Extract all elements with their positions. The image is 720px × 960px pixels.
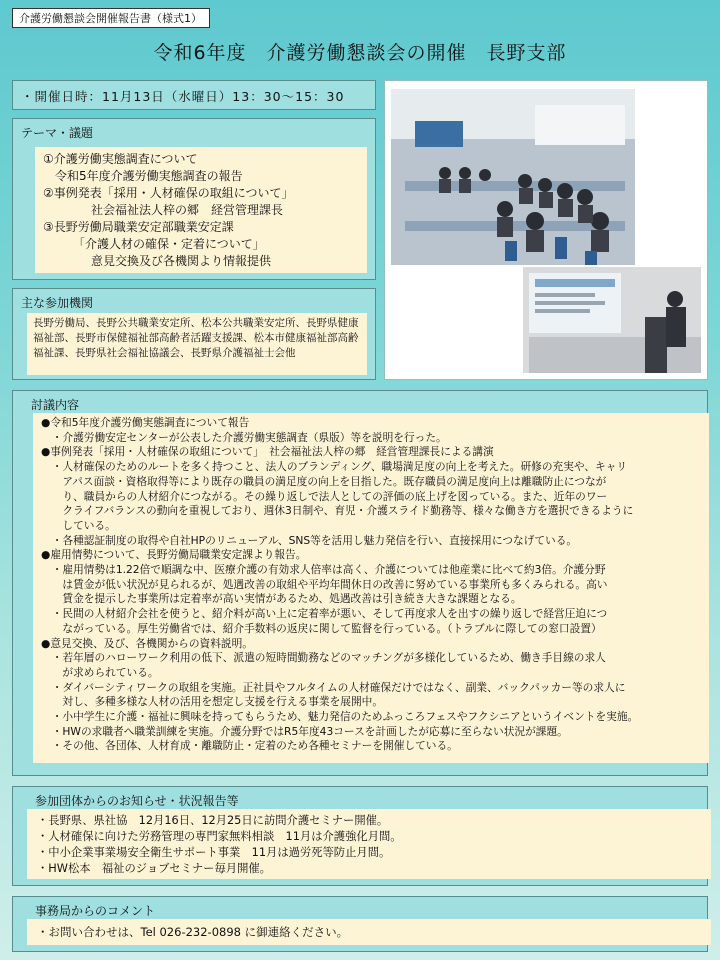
discussion-line: は賃金が低い状況が見られるが、処遇改善の取組や平均年間休日の改善に努めている事業所も多くみられる。高い (41, 577, 608, 591)
discussion-line: ・HWの求職者へ職業訓練を実施。介護分野ではR5年度43コースを計画したが応募に至らない状況が課題。 (41, 724, 568, 738)
comment-label: 事務局からのコメント (35, 904, 156, 918)
discussion-line: ●事例発表「採用・人材確保の取組について」 社会福祉法人梓の郷 経営管理課長による講演 (41, 445, 494, 459)
theme-line: 社会福祉法人梓の郷 経営管理課長 (43, 203, 284, 217)
discussion-line: ・若年層のハローワーク利用の低下、派遣の短時間勤務などのマッチングが多様化しているため、働き手目線の求人 (41, 651, 606, 665)
theme-line: 意見交換及び各機関より情報提供 (43, 254, 272, 268)
notices-content (27, 809, 711, 879)
discussion-line: アパス面談・資格取得等により既存の職員の満足度の向上を目指した。既存職員の満足度向上は離職防止につなが (41, 474, 607, 488)
discussion-section (12, 390, 708, 776)
organizations-section (12, 288, 376, 380)
discussion-line: り、職員からの人材紹介につながる。その繰り返しで法人としての評価の底上げを図っている。また、近年のワー (41, 489, 608, 503)
discussion-line: ・民間の人材紹介会社を使うと、紹介料が高い上に定着率が悪い、そして再度求人を出すの繰り返しで経営圧迫につ (41, 607, 608, 621)
speaker-photo (523, 267, 701, 373)
theme-label: テーマ・議題 (21, 126, 94, 140)
date-section (12, 80, 376, 110)
discussion-line: ながっている。厚生労働省では、紹介手数料の返戻に関して監督を行っている。（トラブルに際しての窓口設置） (41, 621, 602, 635)
discussion-line: が求められている。 (41, 665, 159, 679)
meeting-photos (385, 81, 707, 379)
organizations-list: 長野労働局、長野公共職業安定所、松本公共職業安定所、長野県健康福祉部、長野市保健福祉部高齢者活躍支援課、松本市健康福祉部高齢福祉課、長野県社会福祉協議会、長野県介護福祉士会他 (27, 313, 367, 375)
theme-line: 「介護人材の確保・定着について」 (43, 237, 265, 251)
discussion-line: ・人材確保のためのルートを多く持つこと、法人のブランディング、職場満足度の向上を考えた。研修の充実や、キャリ (41, 460, 628, 474)
theme-section (12, 118, 376, 280)
discussion-line: 対し、多種多様な人材の活用を想定し支援を行える事業を展開中。 (41, 695, 384, 709)
theme-content (35, 147, 367, 273)
discussion-label: 討議内容 (31, 398, 80, 412)
discussion-line: ・その他、各団体、人材育成・離職防止・定着のため各種セミナーを開催している。 (41, 739, 458, 753)
discussion-line: ・ダイバーシティワークの取組を実施。正社員やフルタイムの人材確保だけではなく、副業、バックパッカー等の求人に (41, 680, 626, 694)
meeting-room-photo (391, 89, 635, 265)
notice-line: ・中小企業事業場安全衛生サポート事業 11月は過労死等防止月間。 (37, 846, 391, 859)
discussion-line: ・各種認証制度の取得や自社HPのリニューアル、SNS等を活用し魅力発信を行い、直接採用につなげている。 (41, 533, 578, 547)
page-title: 令和6年度 介護労働懇談会の開催 長野支部 (153, 42, 567, 64)
discussion-content (33, 413, 709, 763)
theme-line: ③長野労働局職業安定部職業安定課 (43, 220, 234, 234)
discussion-line: している。 (41, 518, 116, 532)
discussion-line: ・小中学生に介護・福祉に興味を持ってもらうため、魅力発信のためふっころフェスやフクシニアというイベントを実施。 (41, 710, 639, 724)
discussion-line: ・雇用情勢は1.22倍で順調な中、医療介護の有効求人倍率は高く、介護については他産業に比べて約3倍。介護分野 (41, 563, 606, 577)
notices-label: 参加団体からのお知らせ・状況報告等 (35, 794, 239, 808)
organizations-label: 主な参加機関 (21, 296, 94, 310)
photo-panel (384, 80, 708, 380)
comment-text: ・お問い合わせは、Tel 026-232-0898 に御連絡ください。 (27, 919, 711, 945)
comment-section (12, 896, 708, 952)
theme-line: ①介護労働実態調査について (43, 152, 198, 166)
discussion-line: ・介護労働安定センターが公表した介護労働実態調査（県版）等を説明を行った。 (41, 430, 447, 444)
discussion-line: 賃金を提示した事業所は定着率が高い実情があるため、処遇改善は引き続き大きな課題となる。 (41, 592, 522, 606)
notice-line: ・長野県、県社協 12月16日、12月25日に訪問介護セミナー開催。 (37, 814, 389, 827)
discussion-line: ●意見交換、及び、各機関からの資料説明。 (41, 636, 253, 650)
theme-line: ②事例発表「採用・人材確保の取組について」 (43, 186, 294, 200)
notice-line: ・人材確保に向けた労務管理の専門家無料相談 11月は介護強化月間。 (37, 830, 402, 843)
theme-line: 令和5年度介護労働実態調査の報告 (43, 169, 243, 183)
event-date: ・開催日時：11月13日（水曜日）13：30～15：30 (21, 89, 345, 104)
discussion-line: ●雇用情勢について、長野労働局職業安定課より報告。 (41, 548, 307, 562)
notice-line: ・HW松本 福祉のジョブセミナー毎月開催。 (37, 862, 271, 875)
notices-section (12, 786, 708, 886)
discussion-line: クライフバランスの動向を重視しており、週休3日制や、育児・介護スライド勤務等、様々な働き方を選択できるように (41, 504, 634, 518)
discussion-line: ●令和5年度介護労働実態調査について報告 (41, 416, 250, 429)
form-number-label: 介護労働懇談会開催報告書（様式1） (12, 8, 210, 28)
